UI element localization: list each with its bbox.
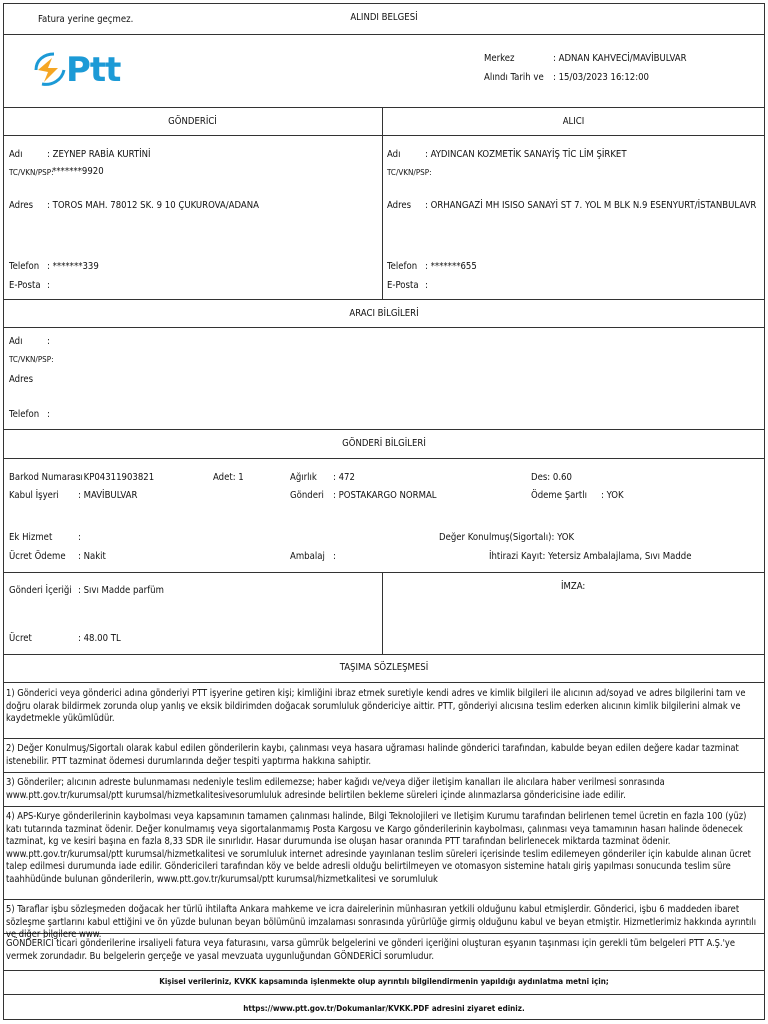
weight-label: Ağırlık (290, 472, 317, 483)
fee-payment-label: Ücret Ödeme (9, 551, 66, 562)
divider (3, 772, 765, 773)
contract-clause-1: 1) Gönderici veya gönderici adına gönderiyi PTT işyerine getiren kişi; kimliğini ibraz etmek suretiyle kendi adres ve kimlik bilgileri ile alıcının ad/soyad ve adres bilgilerini tam ve doğru olarak bildirmek zorunda olup yanlış ve eksik bildirimden doğacak sorumluluk göndericiye aittir. PTT, gönderiyi alıcısına teslim ederken alıcının kimlik bilgilerini almak ve kaydetmekle yükümlüdür. (6, 688, 746, 724)
receipt-date-label: Alındı Tarih ve (484, 72, 544, 83)
sender-id-label: TC/VKN/PSP: (9, 168, 54, 177)
divider (3, 899, 765, 900)
receiver-title: ALICI (562, 116, 585, 127)
accepting-office-label: Kabul İşyeri (9, 490, 59, 501)
content-label: Gönderi İçeriği (9, 585, 72, 596)
price-label: Ücret (9, 633, 32, 644)
barcode-value: : KP04311903821 (78, 472, 155, 483)
divider (3, 738, 765, 739)
receipt-date-value: : 15/03/2023 16:12:00 (553, 72, 649, 83)
document-title: ALINDI BELGESİ (350, 12, 418, 23)
intermediary-title: ARACI BİLGİLERİ (349, 308, 419, 319)
barcode-label: Barkod Numarası (9, 472, 83, 483)
divider (3, 806, 765, 807)
divider (3, 107, 765, 108)
extra-service-label: Ek Hizmet (9, 532, 53, 543)
des-value: Des: 0.60 (531, 472, 572, 483)
contract-clause-3: 3) Gönderiler; alıcının adreste bulunmaması nedeniyle teslim edilemezse; haber kağıdı ve/veya diğer iletişim kanalları ile alıcılara haber verilmesi sonrasında www.ptt.gov.tr/kurumsal/ptt kurumsal/hizmetkalitesivesorumluluk adresinde belirtilen bekleme süreleri içinde alınmazlarsa göndericisine iade edilir. (6, 777, 665, 801)
invoice-note: Fatura yerine geçmez. (38, 14, 134, 25)
divider (3, 458, 765, 459)
intermediary-phone-value: : (47, 409, 50, 420)
intermediary-name-value: : (47, 336, 50, 347)
divider (3, 682, 765, 683)
content-value: : Sıvı Madde parfüm (78, 585, 164, 596)
sender-id-value: *******9920 (52, 166, 104, 177)
ptt-logo (34, 50, 121, 90)
price-value: : 48.00 TL (78, 633, 121, 644)
weight-value: : 472 (333, 472, 355, 483)
merkez-label: Merkez (484, 53, 515, 64)
column-divider (382, 107, 383, 299)
sender-name-value: : ZEYNEP RABİA KURTİNİ (47, 149, 151, 160)
receiver-address-label: Adres (387, 200, 412, 211)
column-divider (382, 572, 383, 654)
intermediary-name-label: Adı (9, 336, 23, 347)
receiver-email-label: E-Posta (387, 280, 419, 291)
intermediary-address-label: Adres (9, 374, 34, 385)
shipment-type-value: : POSTAKARGO NORMAL (333, 490, 437, 501)
signature-label: İMZA: (561, 581, 586, 592)
receiver-phone-label: Telefon (387, 261, 418, 272)
contract-sender-obligation: GÖNDERİCİ ticari gönderilerine irsaliyeli fatura veya faturasını, varsa gümrük belgelerini ve gönderi içeriğini oluşturan eşyanın taşınması için gerekli tüm belgeleri PTT A.Ş.'ye vermek zorundadır. Bu belgelerin gerçeğe ve yasal mevzuata uygunluğundan GÖNDERİCİ sorumludur. (6, 938, 736, 962)
sender-title: GÖNDERİCİ (168, 116, 217, 127)
divider (3, 135, 765, 136)
merkez-value: : ADNAN KAHVECİ/MAVİBULVAR (553, 53, 687, 64)
intermediary-id-label: TC/VKN/PSP: (9, 355, 54, 364)
receiver-phone-value: : *******655 (425, 261, 477, 272)
kvkk-notice: Kişisel verileriniz, KVKK kapsamında işlenmekte olup ayrıntılı bilgilendirmenin yapıldığı aydınlatma metni için; (159, 977, 609, 986)
divider (3, 970, 765, 971)
receiver-name-label: Adı (387, 149, 401, 160)
count-value: Adet: 1 (213, 472, 244, 483)
contract-clause-5: 5) Taraflar işbu sözleşmeden doğacak her türlü ihtilafta Ankara mahkeme ve icra dairelerinin münhasıran yetkili olduğunu kabul etmişlerdir. Gönderici, işbu 6 maddeden ibaret sözleşme şartlarını kabul ettiğini ve ön yüzde bulunan beyan bölümünü imzalaması sonrasında yürürlüğe girmiş olduğunu kabul ve beyan etmiştir. Hizmetlerimiz hakkında ayrıntılı ve diğer bilgilere www. (6, 904, 757, 940)
payment-condition-label: Ödeme Şartlı (531, 490, 587, 501)
reservation-note: İhtirazi Kayıt: Yetersiz Ambalajlama, Sıvı Madde (489, 551, 692, 562)
declared-value: Değer Konulmuş(Sigortalı): YOK (439, 532, 575, 543)
receiver-address-value: : ORHANGAZİ MH ISISO SANAYİ ST 7. YOL M BLK N.9 ESENYURT/İSTANBULAVR (425, 200, 757, 211)
receiver-id-label: TC/VKN/PSP: (387, 168, 432, 177)
sender-phone-value: : *******339 (47, 261, 99, 272)
divider (3, 572, 765, 573)
divider (3, 34, 765, 35)
shipment-title: GÖNDERİ BİLGİLERİ (342, 438, 426, 449)
shipment-type-label: Gönderi (290, 490, 324, 501)
payment-condition-value: : YOK (601, 490, 624, 501)
ptt-logo-text: Ptt (66, 50, 121, 90)
divider (3, 654, 765, 655)
contract-clause-2: 2) Değer Konulmuş/Sigortalı olarak kabul edilen gönderilerin kaybı, çalınması veya hasara uğraması halinde gönderici tarafından, kabulde beyan edilen değere kadar tazminat istenebilir. PTT tazminat ödemesi durumlarında değer tespiti yaptırma hakkına sahiptir. (6, 743, 739, 767)
sender-phone-label: Telefon (9, 261, 40, 272)
accepting-office-value: : MAVİBULVAR (78, 490, 138, 501)
receiver-email-value: : (425, 280, 428, 291)
sender-email-label: E-Posta (9, 280, 41, 291)
extra-service-value: : (78, 532, 81, 543)
divider (3, 994, 765, 995)
ptt-logo-icon (34, 52, 68, 88)
packaging-label: Ambalaj (290, 551, 325, 562)
sender-name-label: Adı (9, 149, 23, 160)
sender-address-value: : TOROS MAH. 78012 SK. 9 10 ÇUKUROVA/ADANA (47, 200, 259, 211)
divider (3, 429, 765, 430)
packaging-value: : (333, 551, 336, 562)
fee-payment-value: : Nakit (78, 551, 106, 562)
kvkk-link[interactable]: https://www.ptt.gov.tr/Dokumanlar/KVKK.PDF adresini ziyaret ediniz. (243, 1004, 525, 1013)
contract-title: TAŞIMA SÖZLEŞMESİ (339, 662, 429, 673)
receiver-name-value: : AYDINCAN KOZMETİK SANAYİŞ TİC LİM ŞİRKET (425, 149, 627, 160)
sender-email-value: : (47, 280, 50, 291)
sender-address-label: Adres (9, 200, 34, 211)
contract-clause-4: 4) APS-Kurye gönderilerinin kaybolması veya kapsamının tamamen çalınması halinde, Bilgi Teknolojileri ve İletişim Kurumu tarafından belirlenen temel ücretin en fazla 100 (yüz) katı tutarında tazminat ödenir. Değer konulmamış veya sigortalanmamış Posta Kargosu ve Kargo gönderilerinin kaybolması, çalınması veya tamamının hasarı halinde ödenecek tazminat, kg ve kesiri başına en fazla 8,33 SDR ile sınırlıdır. Hasar durumunda ise oluşan hasar oranında PTT tarafından belirlenecek miktarda tazminat ödenir. www.ptt.gov.tr/kurumsal/ptt kurumsal/hizmetkalitesi ve sorumluluk internet adresinde yayınlanan teslim süreleri içerisinde teslim edilemeyen gönderiler için kabulde alınan ücret talep edilmesi durumunda iade edilir. Göndericileri tarafından köy ve belde adresli olduğu belirtilmeyen ve otomasyon sistemine hatalı giriş yapılması sonucunda teslim süre taahhüdünde bulunan gönderilerin, www.ptt.gov.tr/kurumsal/ptt kurumsal/hizmetkalitesi ve sorumluluk (6, 811, 751, 885)
intermediary-phone-label: Telefon (9, 409, 40, 420)
divider (3, 299, 765, 300)
divider (3, 327, 765, 328)
